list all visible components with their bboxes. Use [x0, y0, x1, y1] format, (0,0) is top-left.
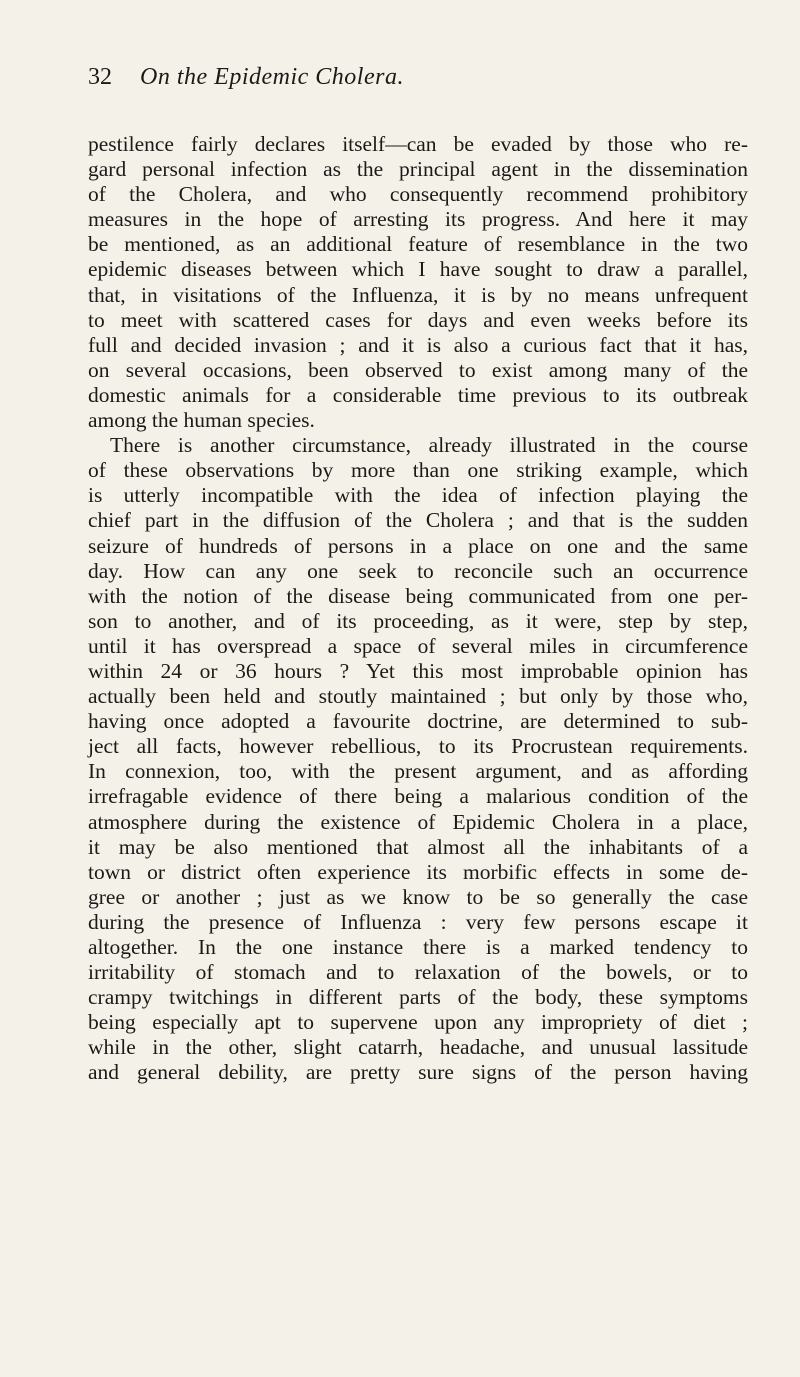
text-line: of the Cholera, and who consequently recommend prohibitory — [88, 182, 748, 207]
text-line: actually been held and stoutly maintained ; but only by those who, — [88, 684, 748, 709]
text-line: measures in the hope of arresting its progress. And here it may — [88, 207, 748, 232]
text-line: gard personal infection as the principal agent in the dissemination — [88, 157, 748, 182]
text-line: atmosphere during the existence of Epidemic Cholera in a place, — [88, 809, 748, 834]
paragraph-end-line: among the human species. — [88, 408, 315, 433]
text-line: of these observations by more than one striking example, which — [88, 458, 748, 483]
text-line: within 24 or 36 hours ? Yet this most improbable opinion has — [88, 658, 748, 683]
text-line: being especially apt to supervene upon any impropriety of diet ; — [88, 1010, 748, 1035]
text-line: seizure of hundreds of persons in a place on one and the same — [88, 533, 748, 558]
text-line: to meet with scattered cases for days and even weeks before its — [88, 307, 748, 332]
text-line: epidemic diseases between which I have sought to draw a parallel, — [88, 257, 748, 282]
text-line: irritability of stomach and to relaxation of the bowels, or to — [88, 960, 748, 985]
text-line: and general debility, are pretty sure signs of the person having — [88, 1060, 748, 1085]
text-line: crampy twitchings in different parts of the body, these symptoms — [88, 985, 748, 1010]
text-line: with the notion of the disease being communicated from one per- — [88, 583, 748, 608]
text-line: until it has overspread a space of several miles in circumference — [88, 633, 748, 658]
text-line: pestilence fairly declares itself—can be evaded by those who re- — [88, 132, 748, 156]
paragraph-start-line: There is another circumstance, already illustrated in the course — [110, 433, 748, 458]
text-line: having once adopted a favourite doctrine, are determined to sub- — [88, 709, 748, 734]
page-header — [88, 64, 404, 91]
running-head: On the Epidemic Cholera. — [140, 64, 404, 90]
text-line: chief part in the diffusion of the Cholera ; and that is the sudden — [88, 508, 748, 533]
text-line: on several occasions, been observed to exist among many of the — [88, 357, 748, 382]
page-number: 32 — [88, 64, 112, 90]
text-line: altogether. In the one instance there is a marked tendency to — [88, 935, 748, 959]
text-line: gree or another ; just as we know to be so generally the case — [88, 884, 748, 909]
text-line: domestic animals for a considerable time previous to its outbreak — [88, 382, 748, 407]
text-line: irrefragable evidence of there being a malarious condition of the — [88, 784, 748, 809]
text-line: In connexion, too, with the present argument, and as affording — [88, 759, 748, 784]
text-line: is utterly incompatible with the idea of infection playing the — [88, 483, 748, 508]
text-line: it may be also mentioned that almost all the inhabitants of a — [88, 834, 748, 859]
text-line: that, in visitations of the Influenza, it is by no means unfrequent — [88, 282, 748, 307]
text-line: during the presence of Influenza : very few persons escape it — [88, 909, 748, 934]
text-line: town or district often experience its morbific effects in some de- — [88, 859, 748, 884]
body-text — [88, 132, 748, 1086]
text-line: day. How can any one seek to reconcile such an occurrence — [88, 558, 748, 583]
text-line: be mentioned, as an additional feature of resemblance in the two — [88, 232, 748, 257]
text-line: full and decided invasion ; and it is also a curious fact that it has, — [88, 332, 748, 357]
text-line: son to another, and of its proceeding, as it were, step by step, — [88, 608, 748, 633]
text-line: while in the other, slight catarrh, headache, and unusual lassitude — [88, 1035, 748, 1060]
text-line: ject all facts, however rebellious, to its Procrustean requirements. — [88, 734, 748, 759]
